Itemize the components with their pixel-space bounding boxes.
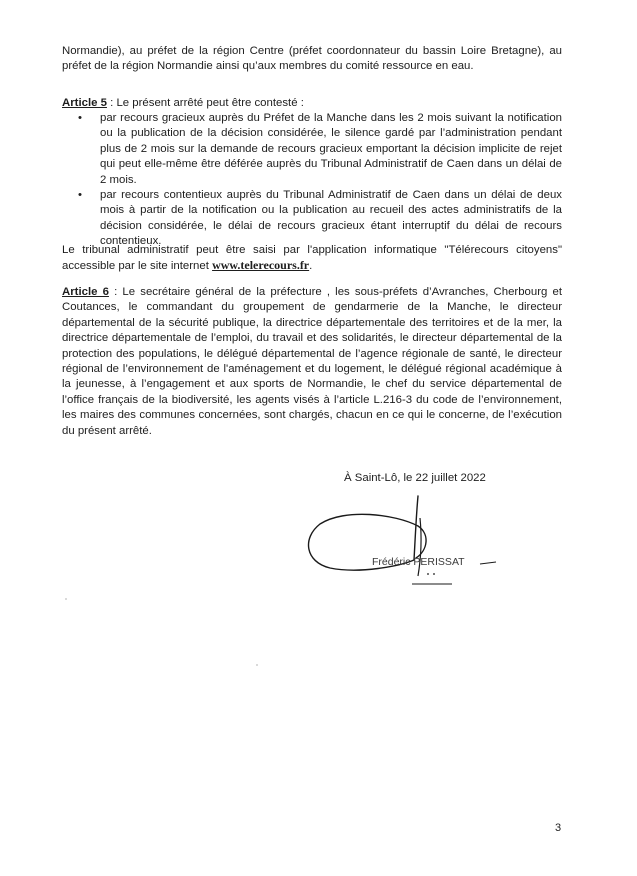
scan-speck bbox=[256, 664, 258, 666]
handwritten-signature bbox=[300, 488, 510, 588]
article-5-heading bbox=[62, 96, 562, 111]
telerecours-link[interactable]: www.telerecours.fr bbox=[212, 258, 310, 273]
tribunal-paragraph bbox=[62, 243, 562, 275]
tribunal-end: . bbox=[309, 260, 313, 273]
page-number: 3 bbox=[555, 822, 562, 834]
article-6-label: Article 6 bbox=[62, 286, 109, 298]
list-item bbox=[78, 188, 562, 250]
intro-paragraph: Normandie), au préfet de la région Centre (préfet coordonnateur du bassin Loire Bretagne), au préfet de la région Normandie ainsi qu’aux membres du comité ressource en eau. bbox=[62, 45, 562, 73]
scan-speck bbox=[65, 598, 67, 600]
article-6-text: : Le secrétaire général de la préfecture , les sous-préfets d’Avranches, Cherbourg et Coutances, le commandant du groupement de gendarmerie de la Manche, le directeur départemental de la sécurité publique, la directrice départementale des territoires et de la mer, la directrice départementale de l’emploi, du travail et des solidarités, le directeur départemental de la protection des populations, le délégué départemental de l’agence régionale de santé, le directeur régional de l’environnement de l'aménagement et du logement, le délégué régional académique à la jeunesse, à l’engagement et aux sports de Normandie, le chef du service départemental de l’office français de la biodiversité, les agents visés à l’article L.216-3 du code de l’environnement, les maires des communes concernées, sont chargés, chacun en ce qui le concerne, de l’exécution du présent arrêté. bbox=[62, 286, 563, 437]
article-6-paragraph bbox=[62, 285, 562, 439]
article-5-lead: : Le présent arrêté peut être contesté : bbox=[106, 97, 304, 109]
bullet-icon: • bbox=[78, 189, 82, 202]
article-5-label: Article 5 bbox=[62, 97, 107, 109]
signer-name: Frédéric PERISSAT bbox=[372, 556, 465, 568]
tribunal-text: Le tribunal administratif peut être saisi par l'application informatique "Télérecours citoyens" accessible par le site internet bbox=[62, 244, 562, 273]
list-item-text: par recours gracieux auprès du Préfet de la Manche dans les 2 mois suivant la notification ou la publication de la décision considérée, le silence gardé par l’administration pendant plus de 2 mois sur la demande de recours gracieux emportant la décision implicite de rejet qui peut elle-même être déférée auprès du Tribunal Administratif de Caen dans un délai de 2 mois. bbox=[100, 112, 562, 186]
bullet-icon: • bbox=[78, 112, 82, 124]
article-5-list bbox=[78, 111, 562, 250]
list-item bbox=[78, 111, 562, 188]
signature-date: À Saint-Lô, le 22 juillet 2022 bbox=[344, 472, 486, 484]
list-item-text: par recours contentieux auprès du Tribunal Administratif de Caen dans un délai de deux mois à partir de la notification ou la publication au recueil des actes administratifs de la décision considérée, le délai de recours gracieux étant interruptif du délai de recours contentieux. bbox=[100, 189, 562, 248]
